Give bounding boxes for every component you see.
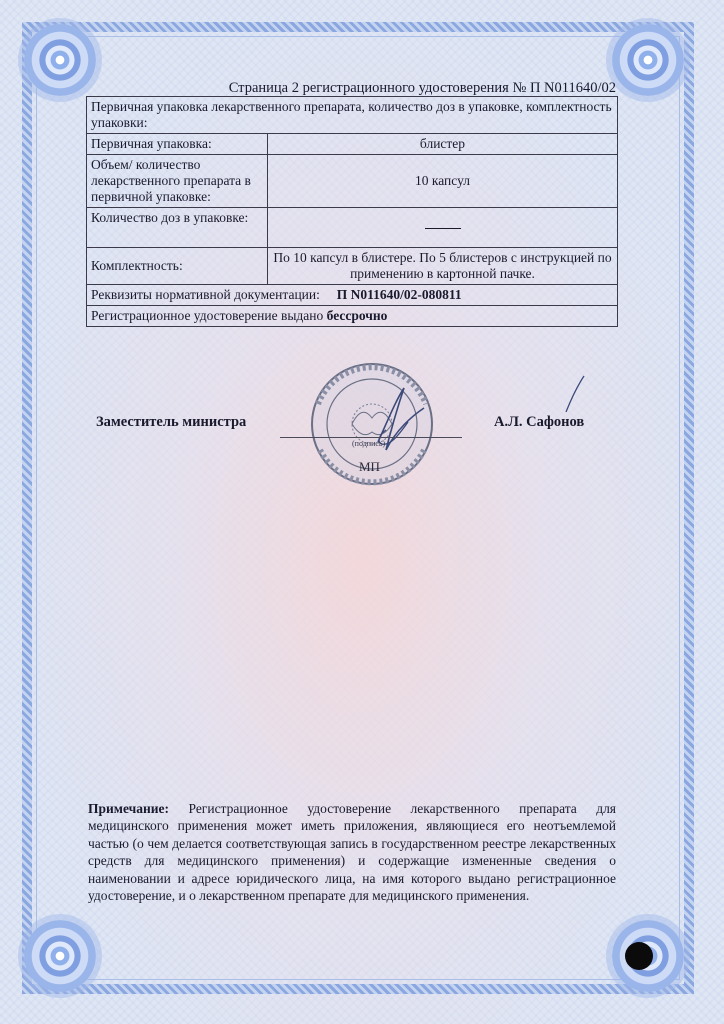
- table-row: [87, 285, 618, 306]
- packaging-table: [86, 96, 618, 327]
- requisites-value: П N011640/02-080811: [336, 287, 462, 302]
- completeness-label: Комплектность:: [87, 248, 268, 285]
- requisites-label: Реквизиты нормативной документации:: [91, 287, 320, 302]
- signatory-name: А.Л. Сафонов: [494, 414, 585, 430]
- seal-mark: МП: [359, 459, 380, 474]
- issued-cell: [87, 306, 618, 327]
- table-row: [87, 248, 618, 285]
- corner-rosette-bottom-left: [24, 920, 96, 992]
- note-paragraph: [88, 800, 616, 904]
- doses-label: Количество доз в упаковке:: [87, 208, 268, 248]
- requisites-cell: [87, 285, 618, 306]
- signatory-position: Заместитель министра: [96, 414, 247, 430]
- table-row: [87, 97, 618, 134]
- signature-caption: (подпись): [352, 439, 386, 448]
- doses-value: [268, 208, 618, 248]
- table-row: [87, 155, 618, 208]
- table-row: [87, 208, 618, 248]
- issued-term: бессрочно: [326, 308, 388, 323]
- note-text: Регистрационное удостоверение лекарственного препарата для медицинского применения может иметь приложения, являющиеся его неотъемлемой частью (о чем делается соответствующая запись в государственном реестре лекарственных средств для медицинского применения) и содержащие измененные сведения о наименовании и адресе юридического лица, на имя которого выдано регистрационное удостоверение, и о лекарственном препарате для медицинского применения.: [88, 801, 617, 904]
- empty-value-dash: [425, 228, 461, 229]
- volume-value: 10 капсул: [268, 155, 618, 208]
- primary-packaging-value: блистер: [268, 134, 618, 155]
- punch-hole: [625, 942, 653, 970]
- table-row: [87, 134, 618, 155]
- signature-line: [280, 437, 462, 438]
- completeness-value: По 10 капсул в блистере. По 5 блистеров с инструкцией по применению в картонной пачке.: [268, 248, 618, 285]
- signature-flourish: [560, 374, 590, 414]
- corner-rosette-top-right: [612, 24, 684, 96]
- volume-label: Объем/ количество лекарственного препарата в первичной упаковке:: [87, 155, 268, 208]
- table-row: [87, 306, 618, 327]
- issued-prefix: Регистрационное удостоверение выдано: [91, 308, 324, 323]
- packaging-heading: Первичная упаковка лекарственного препарата, количество доз в упаковке, комплектность упаковки:: [87, 97, 618, 134]
- primary-packaging-label: Первичная упаковка:: [87, 134, 268, 155]
- corner-rosette-top-left: [24, 24, 96, 96]
- page-title: Страница 2 регистрационного удостоверения № П N011640/02: [228, 80, 616, 96]
- note-label: Примечание:: [88, 801, 170, 816]
